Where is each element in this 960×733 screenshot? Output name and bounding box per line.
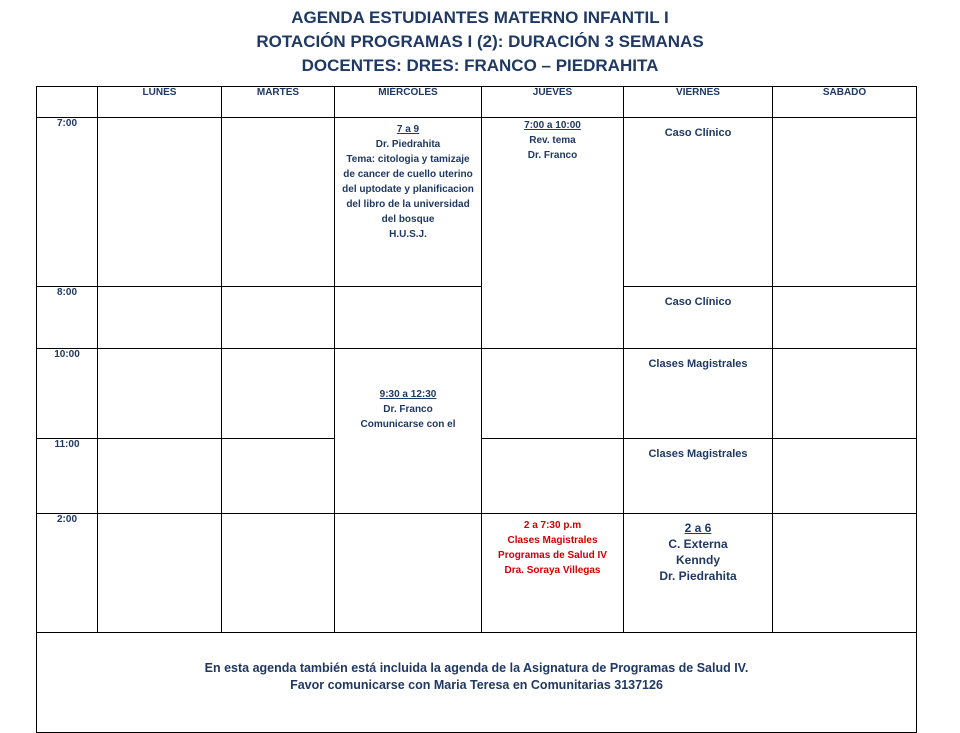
event-note: Comunicarse con el (360, 419, 456, 430)
day-header-lunes: LUNES (98, 87, 222, 118)
teachers-line: DOCENTES: DRES: FRANCO – PIEDRAHITA (301, 56, 659, 75)
time-label-7: 7:00 (37, 118, 98, 287)
schedule-cell (773, 349, 917, 439)
event-subject: Programas de Salud IV (498, 550, 607, 561)
schedule-table (36, 86, 917, 733)
schedule-cell (222, 118, 335, 287)
event-activity: C. Externa (668, 537, 728, 551)
event-topic: Tema: citologia y tamizaje de cancer de cuello uterino del uptodate y planificacion del libro de la universidad del bosque (342, 154, 474, 225)
table-row (37, 349, 917, 439)
miercoles-7-cell (335, 118, 482, 287)
time-label-2: 2:00 (37, 514, 98, 633)
event-activity: Rev. tema (529, 135, 576, 146)
event-place: Kenndy (675, 553, 720, 567)
time-label-11: 11:00 (37, 439, 98, 514)
schedule-cell (482, 349, 624, 439)
viernes-11-cell (624, 439, 773, 514)
event-place: H.U.S.J. (389, 229, 427, 240)
event-time: 2 a 6 (684, 521, 712, 535)
event-time: 9:30 a 12:30 (379, 389, 437, 400)
schedule-cell (222, 287, 335, 349)
schedule-cell (98, 118, 222, 287)
footer-contact: Favor comunicarse con Maria Teresa en Comunitarias 3137126 (290, 678, 663, 692)
event-doctor: Dra. Soraya Villegas (504, 565, 601, 576)
viernes-7-cell (624, 118, 773, 287)
event-doctor: Dr. Piedrahita (659, 569, 737, 583)
jueves-7-cell (482, 118, 624, 349)
schedule-cell (335, 287, 482, 349)
event-activity: Caso Clínico (664, 127, 732, 139)
day-header-martes: MARTES (222, 87, 335, 118)
page-header (0, 6, 960, 78)
viernes-8-cell (624, 287, 773, 349)
time-label-10: 10:00 (37, 349, 98, 439)
event-doctor: Dr. Franco (527, 150, 578, 161)
viernes-10-cell (624, 349, 773, 439)
schedule-cell (222, 349, 335, 439)
schedule-cell (98, 439, 222, 514)
day-header-viernes: VIERNES (624, 87, 773, 118)
event-activity: Clases Magistrales (648, 358, 748, 370)
schedule-cell (222, 439, 335, 514)
day-header-miercoles: MIÉRCOLES (335, 87, 482, 118)
event-activity: Clases Magistrales (648, 448, 748, 460)
corner-cell (37, 87, 98, 118)
schedule-cell (222, 514, 335, 633)
day-header-jueves: JUEVES (482, 87, 624, 118)
schedule-cell (773, 118, 917, 287)
event-time: 7 a 9 (396, 124, 420, 135)
schedule-cell (482, 439, 624, 514)
page-subtitle: ROTACIÓN PROGRAMAS I (2): DURACIÓN 3 SEMANAS (256, 32, 704, 51)
schedule-cell (773, 514, 917, 633)
event-activity: Clases Magistrales (507, 535, 598, 546)
event-doctor: Dr. Piedrahita (375, 139, 441, 150)
event-time: 2 a 7:30 p.m (523, 520, 582, 531)
jueves-2-cell (482, 514, 624, 633)
table-row (37, 287, 917, 349)
schedule-cell (98, 514, 222, 633)
miercoles-10-cell (335, 349, 482, 514)
schedule-cell (335, 514, 482, 633)
schedule-cell (773, 439, 917, 514)
event-activity: Caso Clínico (664, 296, 732, 308)
viernes-2-cell (624, 514, 773, 633)
schedule-cell (98, 287, 222, 349)
table-row (37, 118, 917, 287)
event-doctor: Dr. Franco (383, 404, 433, 415)
event-time: 7:00 a 10:00 (524, 120, 581, 131)
schedule-cell (98, 349, 222, 439)
footer-cell (37, 633, 917, 733)
time-label-8: 8:00 (37, 287, 98, 349)
schedule-cell (773, 287, 917, 349)
header-row (37, 87, 917, 118)
page-title: AGENDA ESTUDIANTES MATERNO INFANTIL I (291, 8, 669, 27)
table-row (37, 514, 917, 633)
footer-row (37, 633, 917, 733)
footer-note: En esta agenda también está incluida la agenda de la Asignatura de Programas de Salud IV. (204, 661, 749, 675)
day-header-sabado: SABADO (773, 87, 917, 118)
